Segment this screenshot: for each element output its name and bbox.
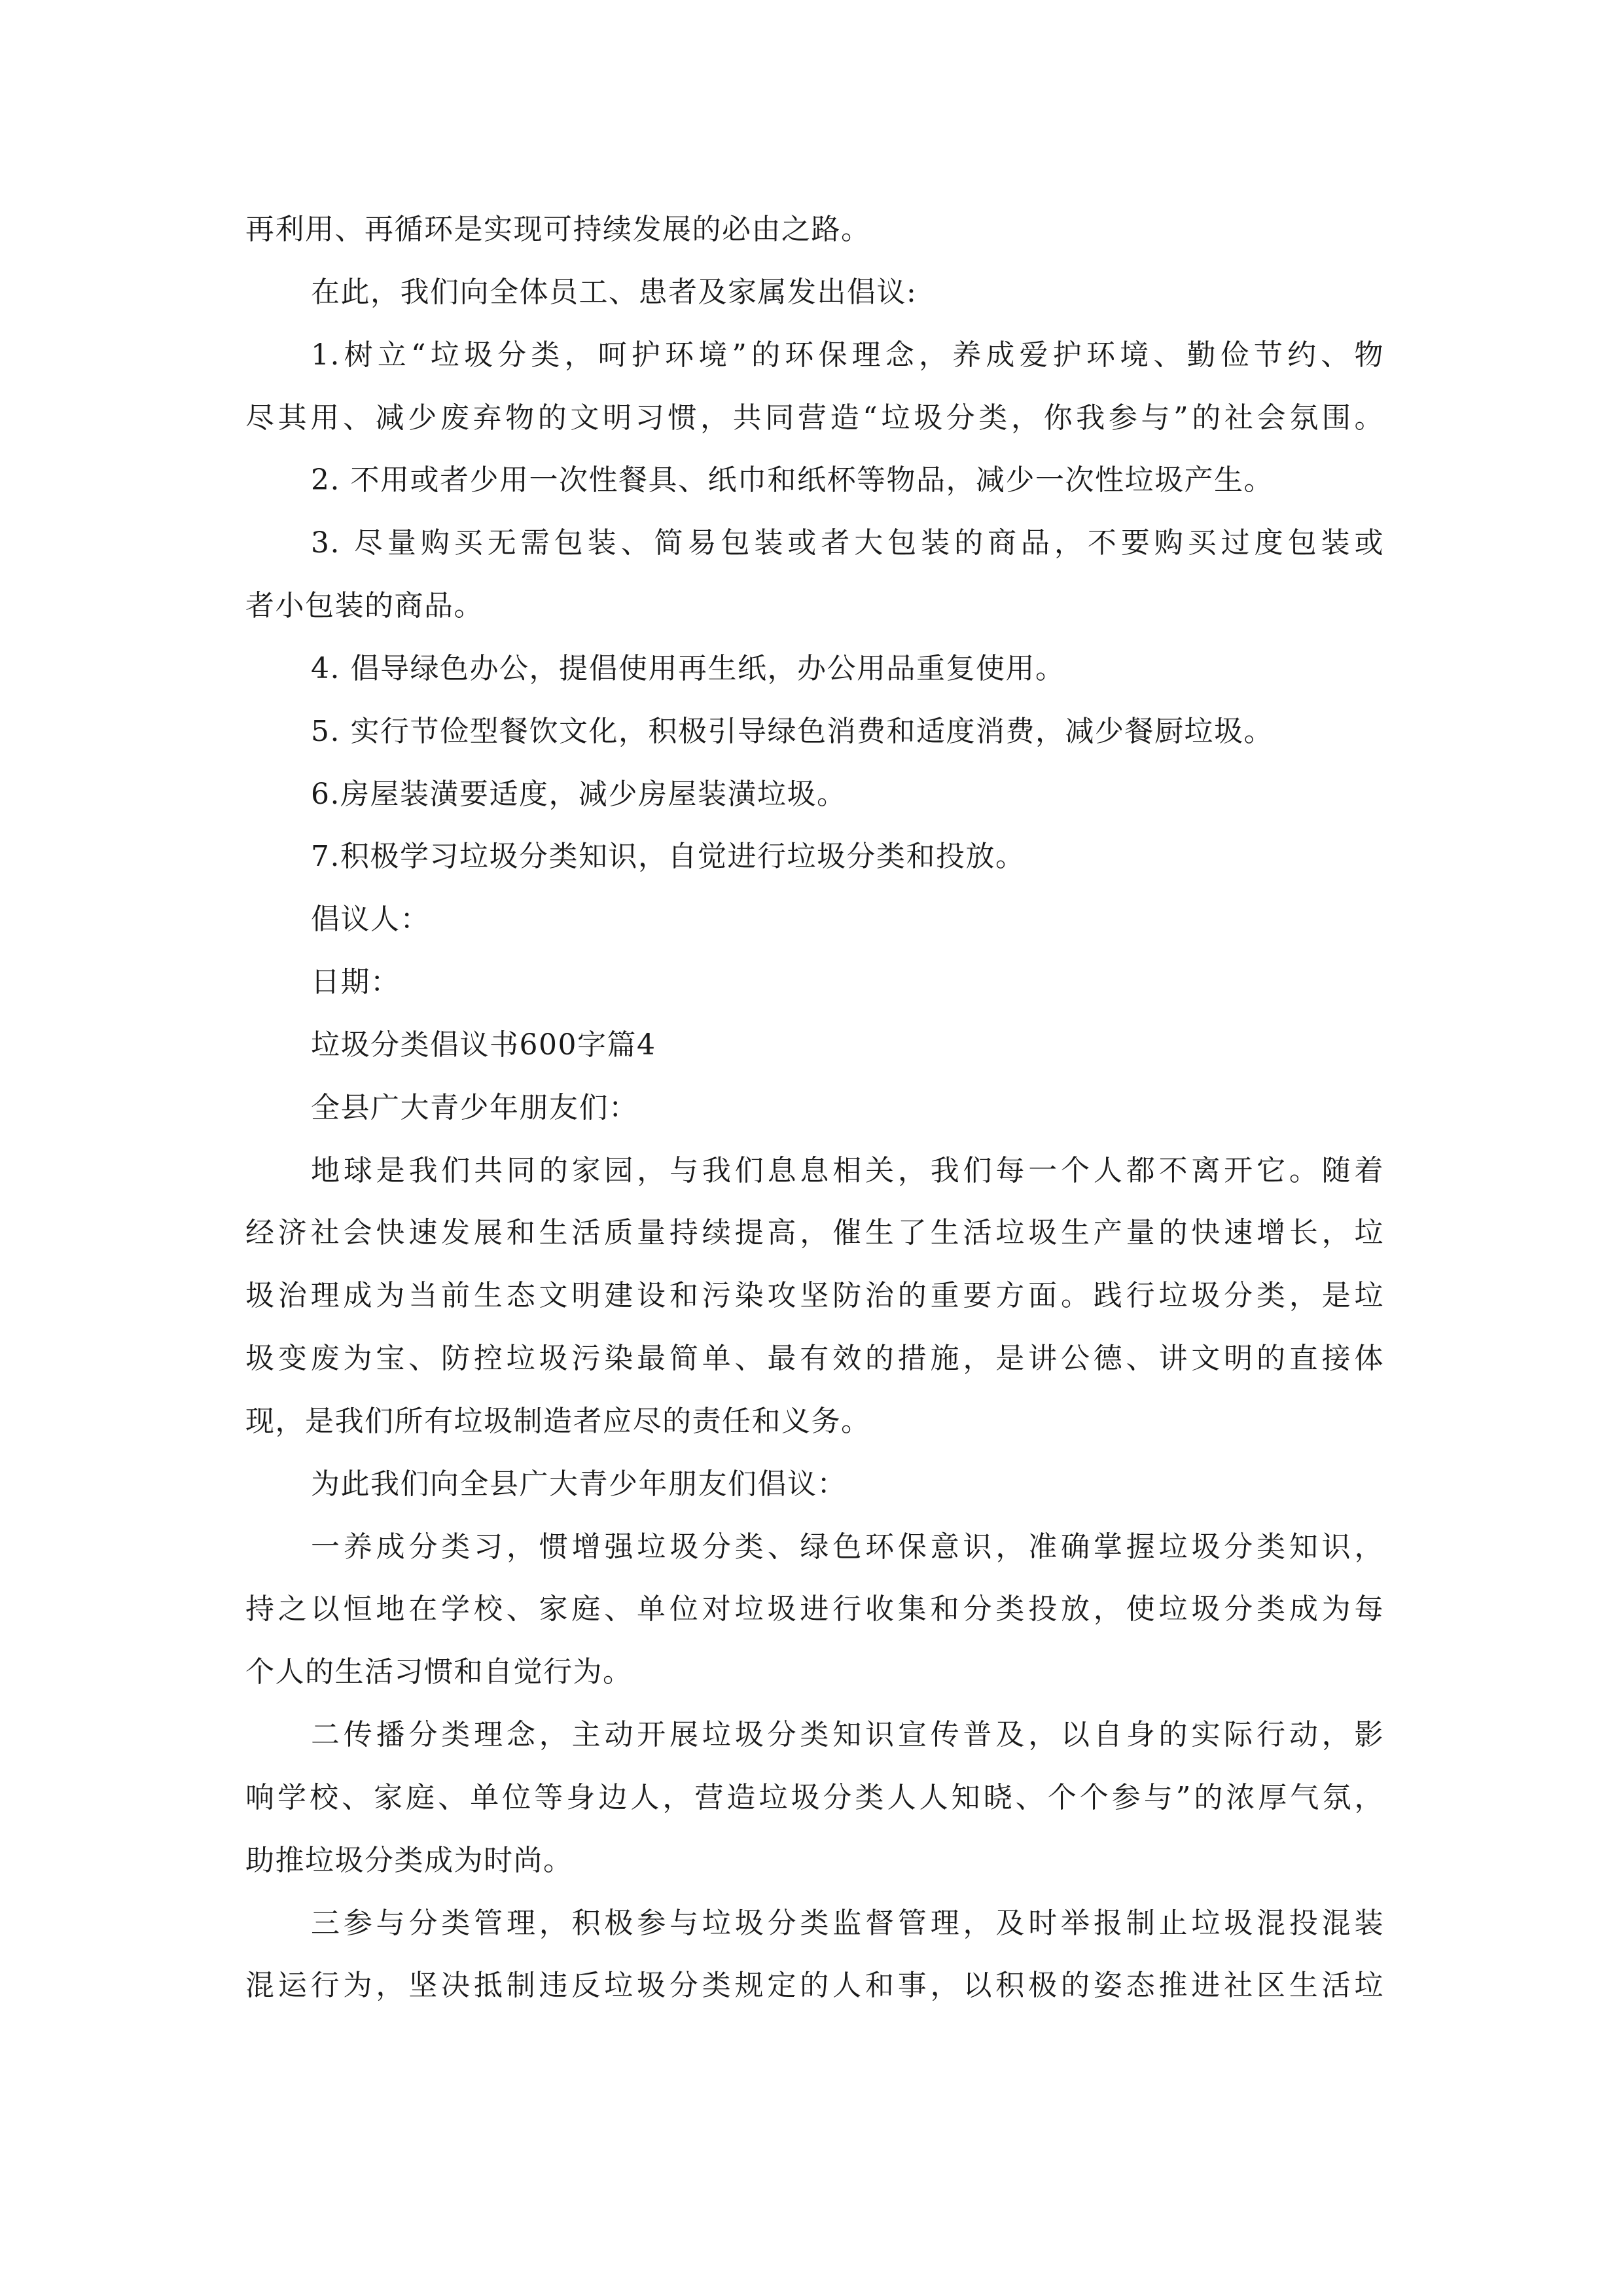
- section-heading: 垃圾分类倡议书600字篇4: [311, 1028, 656, 1062]
- text-line: 1.树立“垃圾分类，呵护环境”的环保理念，养成爱护环境、勤俭节约、物: [311, 338, 1384, 372]
- text-line: 经济社会快速发展和生活质量持续提高，催生了生活垃圾生产量的快速增长，垃: [245, 1216, 1384, 1249]
- text-line: 为此我们向全县广大青少年朋友们倡议：: [311, 1467, 847, 1501]
- salutation: 全县广大青少年朋友们：: [311, 1091, 639, 1124]
- text-line: 三参与分类管理，积极参与垃圾分类监督管理，及时举报制止垃圾混投混装: [311, 1907, 1384, 1940]
- text-line: 4. 倡导绿色办公，提倡使用再生纸，办公用品重复使用。: [311, 652, 1065, 685]
- text-line: 6.房屋装潢要适度，减少房屋装潢垃圾。: [311, 778, 847, 811]
- text-line: 助推垃圾分类成为时尚。: [245, 1844, 573, 1877]
- text-line: 一养成分类习，惯增强垃圾分类、绿色环保意识，准确掌握垃圾分类知识，: [311, 1530, 1384, 1564]
- text-line: 现，是我们所有垃圾制造者应尽的责任和义务。: [245, 1405, 871, 1438]
- text-line: 圾变废为宝、防控垃圾污染最简单、最有效的措施，是讲公德、讲文明的直接体: [245, 1342, 1384, 1375]
- text-line: 二传播分类理念，主动开展垃圾分类知识宣传普及，以自身的实际行动，影: [311, 1718, 1384, 1751]
- text-line: 持之以恒地在学校、家庭、单位对垃圾进行收集和分类投放，使垃圾分类成为每: [245, 1592, 1384, 1626]
- text-line: 者小包装的商品。: [245, 589, 484, 622]
- text-line: 圾治理成为当前生态文明建设和污染攻坚防治的重要方面。践行垃圾分类，是垃: [245, 1279, 1384, 1312]
- text-line: 3. 尽量购买无需包装、简易包装或者大包装的商品，不要购买过度包装或: [311, 526, 1384, 560]
- text-line: 2. 不用或者少用一次性餐具、纸巾和纸杯等物品，减少一次性垃圾产生。: [311, 463, 1274, 497]
- text-line: 个人的生活习惯和自觉行为。: [245, 1655, 633, 1689]
- text-line: 倡议人：: [311, 903, 430, 936]
- text-line: 混运行为，坚决抵制违反垃圾分类规定的人和事，以积极的姿态推进社区生活垃: [245, 1969, 1384, 2002]
- text-line: 日期：: [311, 965, 401, 999]
- text-line: 响学校、家庭、单位等身边人，营造垃圾分类人人知晓、个个参与”的浓厚气氛，: [245, 1781, 1384, 1814]
- text-line: 在此，我们向全体员工、患者及家属发出倡议:: [311, 276, 918, 309]
- text-line: 再利用、再循环是实现可持续发展的必由之路。: [245, 213, 871, 246]
- text-line: 尽其用、减少废弃物的文明习惯，共同营造“垃圾分类，你我参与”的社会氛围。: [245, 401, 1384, 435]
- text-line: 5. 实行节俭型餐饮文化，积极引导绿色消费和适度消费，减少餐厨垃圾。: [311, 715, 1274, 748]
- text-line: 地球是我们共同的家园，与我们息息相关，我们每一个人都不离开它。随着: [311, 1154, 1384, 1187]
- text-line: 7.积极学习垃圾分类知识，自觉进行垃圾分类和投放。: [311, 840, 1026, 873]
